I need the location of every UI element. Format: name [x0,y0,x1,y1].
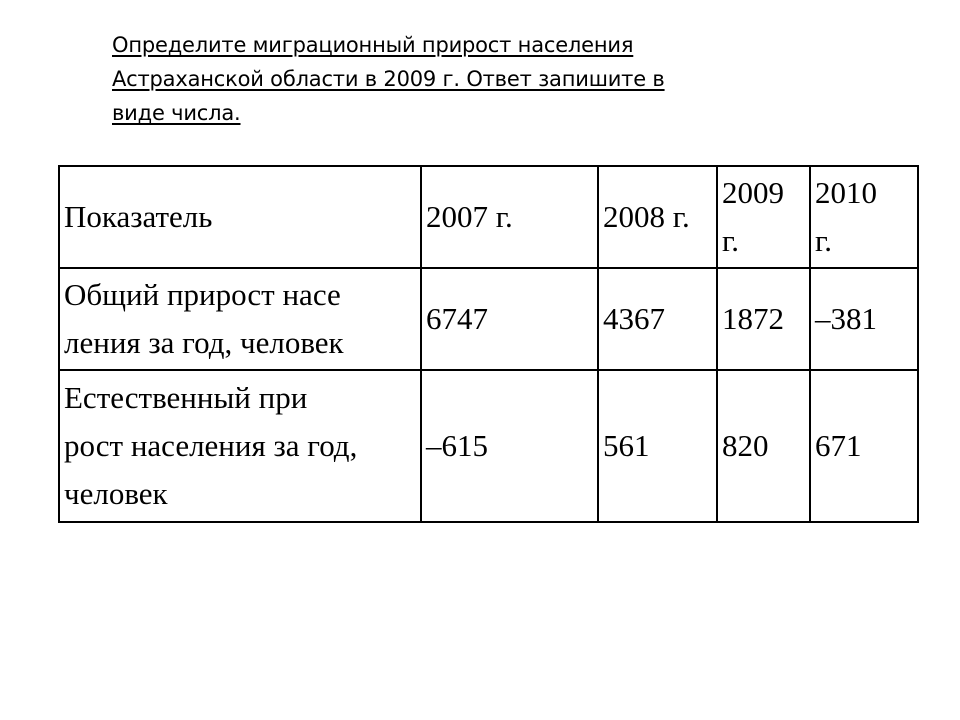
task-line-3: виде числа. [112,101,241,125]
cell-natural-2008: 561 [598,370,717,522]
header-2009-line-1: 2009 [722,175,784,210]
task-line-2: Астраханской области в 2009 г. Ответ запишите в [112,67,665,91]
cell-total-2008: 4367 [598,268,717,370]
cell-total-2009: 1872 [717,268,810,370]
row-label-line: человек [64,476,168,511]
header-row [59,166,918,268]
header-2008: 2008 г. [598,166,717,268]
row-label-line: Общий прирост насе [64,277,341,312]
header-indicator: Показатель [59,166,421,268]
task-line-1: Определите миграционный прирост населения [112,33,634,57]
cell-total-2007: 6747 [421,268,598,370]
row-label-total-growth [59,268,421,370]
row-label-line: рост населения за год, [64,428,358,463]
cell-total-2010: –381 [810,268,918,370]
task-text [112,28,832,130]
cell-natural-2009: 820 [717,370,810,522]
cell-natural-2007: –615 [421,370,598,522]
row-label-natural-growth [59,370,421,522]
table-row-natural-growth [59,370,918,522]
cell-natural-2010: 671 [810,370,918,522]
row-label-line: ления за год, человек [64,325,344,360]
population-table [58,165,919,523]
row-label-line: Естественный при [64,380,308,415]
header-2010 [810,166,918,268]
header-2007: 2007 г. [421,166,598,268]
header-2010-line-2: г. [815,223,832,258]
table-row-total-growth [59,268,918,370]
header-2009 [717,166,810,268]
header-2010-line-1: 2010 [815,175,877,210]
header-2009-line-2: г. [722,223,739,258]
